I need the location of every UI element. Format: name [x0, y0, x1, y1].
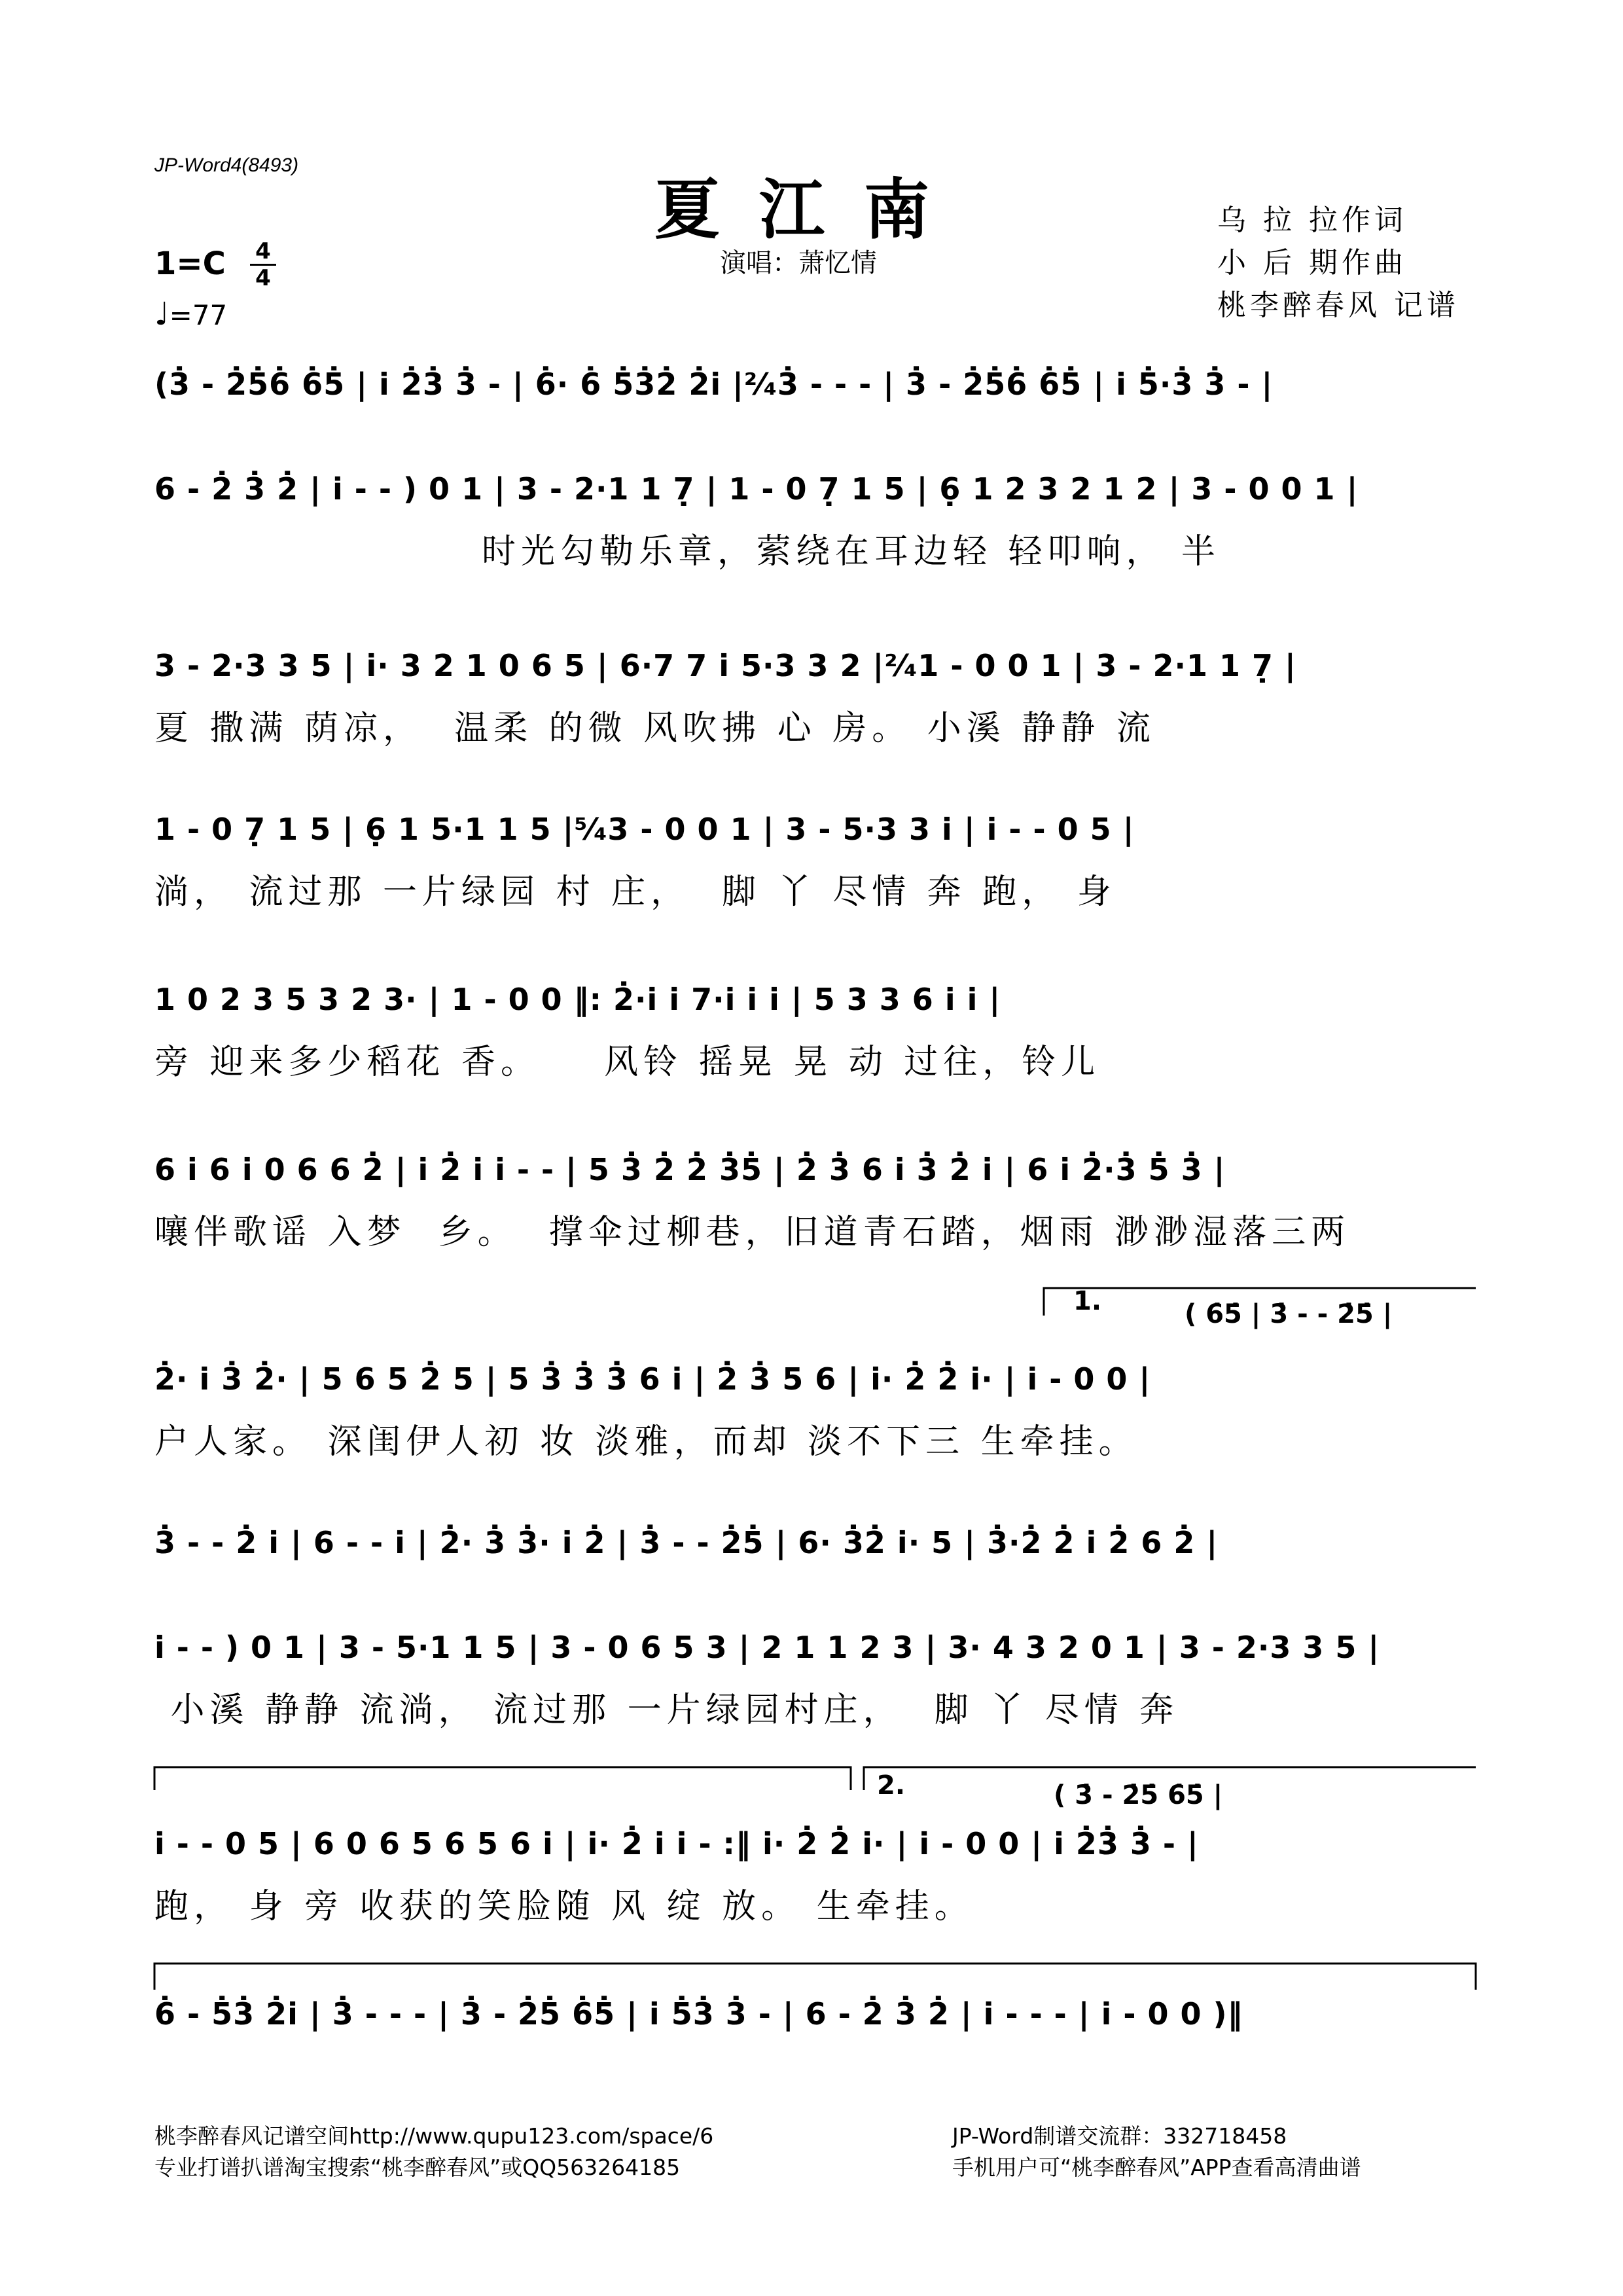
volta-2-bracket	[154, 1767, 851, 1790]
score-line-11: 6̇ - 5̇3̇ 2̇i̇ | 3̇ - - - | 3̇ - 2̇5̇ 6̇5̇ | i̇ 5̇3̇ 3̇ - | 6 - 2̇ 3̇ 2̇ | i̇ - - - | i̇ - 0 0 )‖	[154, 1996, 1243, 2032]
lyrics-line-10: 跑， 身 旁 收获的笑脸随 风 绽 放。 生牵挂。	[154, 1887, 974, 1926]
score-line-6: 6 i̇ 6 i̇ 0 6 6 2̇ | i̇ 2̇ i̇ i̇ - - | 5 3̇ 2̇ 2̇ 3̇5̇ | 2̇ 3̇ 6 i̇ 3̇ 2̇ i̇ | 6 i̇ 2̇·3̇ 5̇ 3̇ |	[154, 1152, 1226, 1187]
lyrics-line-2: 时光勾勒乐章，萦绕在耳边轻 轻叩响， 半	[482, 532, 1221, 571]
score-line-2: 6 - 2̇ 3̇ 2̇ | i̇ - - ) 0 1 | 3 - 2·1 1 7̣ | 1 - 0 7̣ 1 5 | 6̣ 1 2 3 2 1 2 | 3 - 0 0 1 |	[154, 471, 1359, 507]
lyrics-line-7: 户人家。 深闺伊人初 妆 淡雅，而却 淡不下三 生牵挂。	[154, 1422, 1138, 1462]
volta-2-bracket-right	[864, 1767, 1476, 1790]
lyrics-line-4: 淌， 流过那 一片绿园 村 庄， 脚 丫 尽情 奔 跑， 身	[154, 872, 1116, 912]
score-line-9: i̇ - - ) 0 1 | 3 - 5·1 1 5 | 3 - 0 6 5 3 | 2 1 1 2 3 | 3· 4 3 2 0 1 | 3 - 2·3 3 5 |	[154, 1630, 1380, 1665]
lyrics-line-3: 夏 撒满 荫凉， 温柔 的微 风吹拂 心 房。 小溪 静静 流	[154, 709, 1156, 748]
volta-1-bracket	[1044, 1288, 1476, 1316]
score-line-8: 3̇ - - 2̇ i̇ | 6 - - i̇ | 2̇· 3̇ 3̇· i̇ 2̇ | 3̇ - - 2̇5̇ | 6· 3̇2̇ i̇· 5 | 3̇·2̇ 2̇ i̇ 2̇ 6 2̇ |	[154, 1525, 1219, 1560]
composer-credit: 小 后 期作曲	[1217, 246, 1407, 279]
quarter-note-icon: ♩	[154, 296, 169, 332]
transcriber-credit: 桃李醉春风 记谱	[1217, 289, 1459, 322]
tempo-value: =77	[169, 299, 228, 331]
score-line-4: 1 - 0 7̣ 1 5 | 6̣ 1 5·1 1 5 |⁵⁄₄3 - 0 0 1 | 3 - 5·3 3 i̇ | i̇ - - 0 5 |	[154, 812, 1135, 847]
footer-left-2: 专业打谱扒谱淘宝搜索“桃李醉春风”或QQ563264185	[154, 2155, 681, 2180]
key-signature: 1=C	[154, 245, 226, 282]
page-title: 夏江南	[654, 171, 969, 248]
time-signature-top: 4	[255, 238, 271, 264]
volta-1-notes: ( 6̇5̇ | 3̇ - - 2̇5̇ |	[1185, 1299, 1393, 1329]
volta-2-notes: ( 3̇ - 2̇5̇ 6̇5̇ |	[1054, 1780, 1223, 1810]
lyricist-credit: 乌 拉 拉作词	[1217, 204, 1407, 237]
singer-credit: 演唱：萧忆情	[720, 248, 877, 278]
software-label: JP-Word4(8493)	[154, 154, 299, 176]
volta-2-label: 2.	[877, 1770, 906, 1801]
final-bracket	[154, 1964, 1476, 1990]
lyrics-line-9: 小溪 静静 流淌， 流过那 一片绿园村庄， 脚 丫 尽情 奔	[154, 1691, 1179, 1730]
lyrics-line-5: 旁 迎来多少稻花 香。 风铃 摇晃 晃 动 过往，铃儿	[154, 1043, 1101, 1082]
lyrics-line-6: 嚷伴歌谣 入梦 乡。 撑伞过柳巷，旧道青石踏，烟雨 渺渺湿落三两	[154, 1213, 1351, 1252]
score-line-10: i̇ - - 0 5 | 6 0 6 5 6 5 6 i̇ | i̇· 2̇ i̇ i̇ - :‖ i̇· 2̇ 2̇ i̇· | i̇ - 0 0 | i̇ 2̇3̇ 3̇ - |	[154, 1826, 1199, 1861]
score-line-7: 2̇· i̇ 3̇ 2̇· | 5 6 5 2̇ 5 | 5 3̇ 3̇ 3̇ 6 i̇ | 2̇ 3̇ 5 6 | i̇· 2̇ 2̇ i̇· | i̇ - 0 0 |	[154, 1361, 1151, 1397]
footer-right-1: JP-Word制谱交流群：332718458	[952, 2123, 1287, 2149]
score-line-1: (3̇ - 2̇5̇6̇ 6̇5̇ | i̇ 2̇3̇ 3̇ - | 6̇· 6̇ 5̇3̇2̇ 2̇i̇ |²⁄₄3̇ - - - | 3̇ - 2̇5̇6̇ 6̇5̇ | i̇ 5̇·3̇ 3̇ - |	[154, 367, 1274, 402]
score-line-5: 1 0 2 3 5 3 2 3· | 1 - 0 0 ‖: 2̇·i̇ i̇ 7·i̇ i̇ i̇ | 5 3 3 6 i̇ i̇ |	[154, 982, 1001, 1017]
time-signature-bottom: 4	[255, 265, 271, 291]
footer-left-1: 桃李醉春风记谱空间http://www.qupu123.com/space/6	[154, 2123, 714, 2149]
score-line-3: 3 - 2·3 3 5 | i̇· 3 2 1 0 6 5 | 6·7 7 i̇ 5·3 3 2 |²⁄₄1 - 0 0 1 | 3 - 2·1 1 7̣ |	[154, 648, 1296, 683]
volta-1-label: 1.	[1073, 1286, 1102, 1316]
footer-right-2: 手机用户可“桃李醉春风”APP查看高清曲谱	[952, 2155, 1361, 2180]
